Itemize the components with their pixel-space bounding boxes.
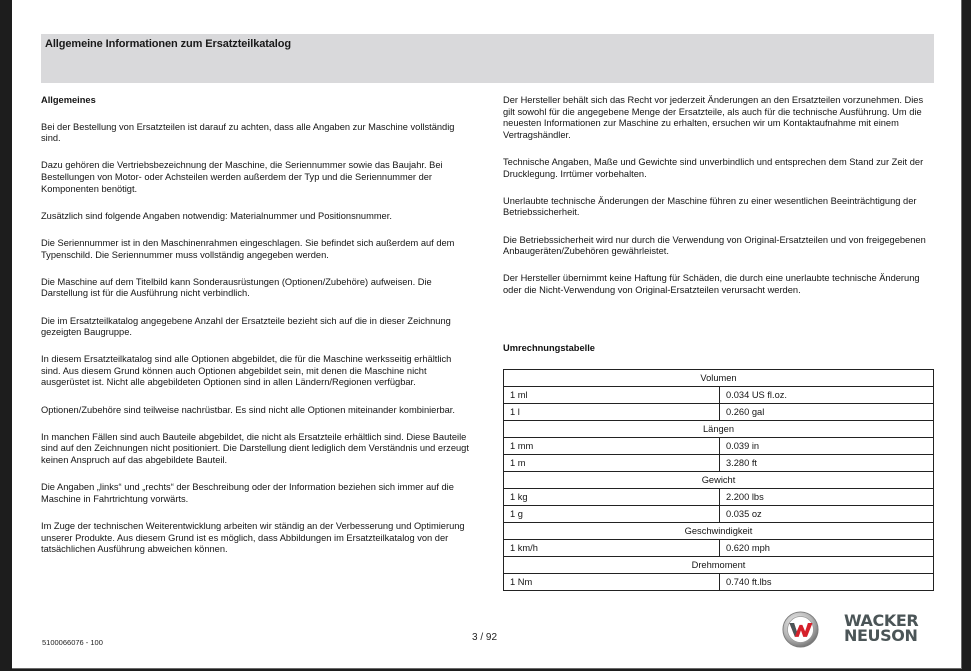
imperial-cell: 3.280 ft	[720, 455, 934, 472]
metric-cell: 1 l	[504, 404, 720, 421]
paragraph: Im Zuge der technischen Weiterentwicklung arbeiten wir ständig an der Verbesserung und Optimierung unserer Produkte. Aus diesem Grund ist es möglich, dass Abbildungen im Ersatzteilkatalog von der tatsächlichen Ausführung abweichen können.	[41, 521, 465, 555]
imperial-cell: 0.620 mph	[720, 540, 934, 557]
metric-cell: 1 km/h	[504, 540, 720, 557]
metric-cell: 1 kg	[504, 489, 720, 506]
group-label: Drehmoment	[504, 557, 934, 574]
table-group-row	[504, 421, 934, 438]
brand-line-2: NEUSON	[844, 626, 918, 645]
paragraph: Die Seriennummer ist in den Maschinenrahmen eingeschlagen. Sie befindet sich außerdem auf dem Typenschild. Die Seriennummer muss vollständig angegeben werden.	[41, 237, 455, 260]
brand-line-1: WACKER	[844, 611, 919, 630]
imperial-cell: 0.034 US fl.oz.	[720, 387, 934, 404]
metric-cell: 1 Nm	[504, 574, 720, 591]
table-row	[504, 387, 934, 404]
paragraph: Die Maschine auf dem Titelbild kann Sonderausrüstungen (Optionen/Zubehöre) aufweisen. Die Darstellung ist für die Ausführung nicht verbindlich.	[41, 276, 432, 299]
imperial-cell: 0.740 ft.lbs	[720, 574, 934, 591]
table-group-row	[504, 523, 934, 540]
metric-cell: 1 m	[504, 455, 720, 472]
table-row	[504, 438, 934, 455]
table-row	[504, 506, 934, 523]
section-title: Allgemeine Informationen zum Ersatzteilkatalog	[45, 38, 292, 50]
table-row	[504, 489, 934, 506]
table-group-row	[504, 557, 934, 574]
metric-cell: 1 mm	[504, 438, 720, 455]
table-row	[504, 540, 934, 557]
table-row	[504, 404, 934, 421]
brand-wordmark	[844, 613, 918, 643]
table-group-row	[504, 370, 934, 387]
document-number: 5100066076 - 100	[42, 638, 103, 647]
table-row	[504, 455, 934, 472]
paragraph: Optionen/Zubehöre sind teilweise nachrüstbar. Es sind nicht alle Optionen miteinander kombinierbar.	[41, 404, 455, 415]
paragraph: Die Angaben „links“ und „rechts“ der Beschreibung oder der Information beziehen sich immer auf die Maschine in Fahrtrichtung vorwärts.	[41, 482, 454, 504]
group-label: Geschwindigkeit	[504, 523, 934, 540]
conversion-table	[503, 369, 934, 591]
metric-cell: 1 g	[504, 506, 720, 523]
imperial-cell: 0.260 gal	[720, 404, 934, 421]
paragraph: In diesem Ersatzteilkatalog sind alle Optionen abgebildet, die für die Maschine werksseitig erhältlich sind. Aus diesem Grund können auch Optionen abgebildet sein, mit denen die Maschine nicht ausgerüstet ist. Nicht alle abgebildeten Optionen sind in allen Ländern/Regionen verfügbar.	[41, 354, 452, 388]
paragraph: Zusätzlich sind folgende Angaben notwendig: Materialnummer und Positionsnummer.	[41, 210, 392, 221]
right-column	[503, 95, 935, 312]
document-page	[12, 0, 962, 669]
paragraph: Die im Ersatzteilkatalog angegebene Anzahl der Ersatzteile bezieht sich auf die in dieser Zeichnung gezeigten Baugruppe.	[41, 315, 451, 338]
paragraph: Der Hersteller übernimmt keine Haftung für Schäden, die durch eine unerlaubte technische Änderung oder die Nicht-Verwendung von Original-Ersatzteilen verursacht werden.	[503, 273, 920, 295]
paragraph: Bei der Bestellung von Ersatzteilen ist darauf zu achten, dass alle Angaben zur Maschine vollständig sind.	[41, 121, 455, 144]
imperial-cell: 0.039 in	[720, 438, 934, 455]
section-title-band	[41, 34, 934, 83]
paragraph: Die Betriebssicherheit wird nur durch die Verwendung von Original-Ersatzteilen und von freigegebenen Anbaugeräten/Zubehören gewährleistet.	[503, 234, 926, 257]
metric-cell: 1 ml	[504, 387, 720, 404]
heading-allgemeines: Allgemeines	[41, 95, 96, 105]
paragraph: Unerlaubte technische Änderungen der Maschine führen zu einer wesentlichen Beeinträchtigung der Betriebssicherheit.	[503, 195, 917, 218]
conversion-table-heading: Umrechnungstabelle	[503, 343, 595, 353]
paragraph: Der Hersteller behält sich das Recht vor jederzeit Änderungen an den Ersatzteilen vorzunehmen. Dies gilt sowohl für die angegebene Menge der Ersatzteile, als auch für die technische Ausführung. Um die neuesten Informationen zur Maschine zu erhalten, ersuchen wir um Kontaktaufnahme mit einem Vertragshändler.	[503, 95, 924, 140]
group-label: Gewicht	[504, 472, 934, 489]
table-row	[504, 574, 934, 591]
wacker-neuson-logo	[782, 611, 942, 651]
table-group-row	[504, 472, 934, 489]
left-column	[41, 95, 473, 571]
paragraph: Dazu gehören die Vertriebsbezeichnung der Maschine, die Seriennummer sowie das Baujahr. Bei Bestellungen von Motor- oder Achsteilen werden außerdem der Typ und die Seriennummer der Komponenten benötigt.	[41, 160, 443, 194]
wacker-neuson-w-icon	[782, 611, 819, 648]
paragraph: In manchen Fällen sind auch Bauteile abgebildet, die nicht als Ersatzteile erhältlich sind. Diese Bauteile sind auf den Zeichnungen nicht positioniert. Die Darstellung dient lediglich dem Verständnis und erzeugt keinen Anspruch auf das abgebildete Bauteil.	[41, 431, 469, 466]
group-label: Längen	[504, 421, 934, 438]
group-label: Volumen	[504, 370, 934, 387]
paragraph: Technische Angaben, Maße und Gewichte sind unverbindlich und entsprechen dem Stand zur Zeit der Drucklegung. Irrtümer vorbehalten.	[503, 156, 924, 179]
page-indicator: 3 / 92	[472, 632, 498, 643]
imperial-cell: 2.200 lbs	[720, 489, 934, 506]
imperial-cell: 0.035 oz	[720, 506, 934, 523]
